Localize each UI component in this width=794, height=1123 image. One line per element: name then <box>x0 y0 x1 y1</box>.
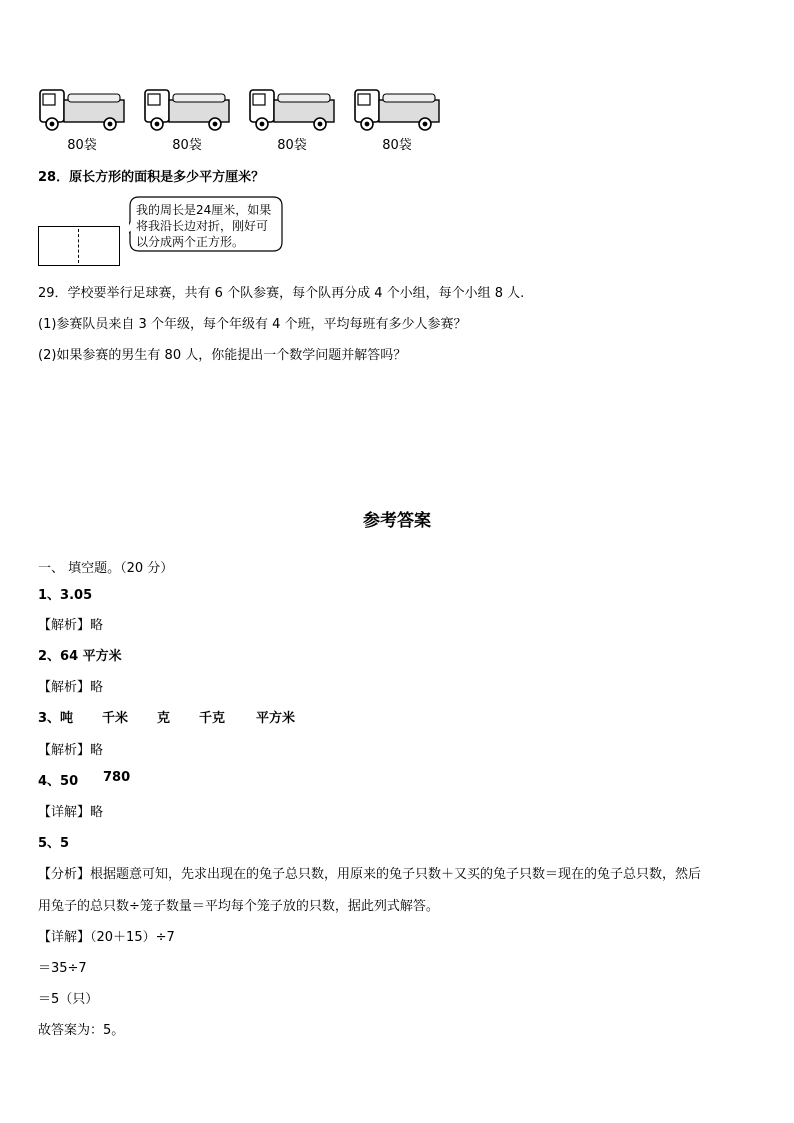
question-29-part-2: (2)如果参赛的男生有 80 人，你能提出一个数学问题并解答吗？ <box>38 348 407 363</box>
answer-5: 5、5 <box>38 836 70 851</box>
answer-2: 2、64 平方米 <box>38 649 122 664</box>
truck-image <box>143 86 233 132</box>
answer-3-item: 3、吨 <box>38 711 74 726</box>
answer-5-analysis-line-1: 【分析】根据题意可知，先求出现在的兔子总只数，用原来的兔子只数＋又买的兔子只数＝现在的兔子总只数，然后 <box>38 867 702 882</box>
answers-title: 参考答案 <box>363 511 431 531</box>
answer-4-item: 780 <box>103 770 131 785</box>
section-heading: 一、 填空题。（20 分） <box>38 561 174 576</box>
answer-3-note: 【解析】略 <box>38 743 104 758</box>
truck-label: 80袋 <box>382 138 412 153</box>
truck-image <box>38 86 128 132</box>
answer-1-note: 【解析】略 <box>38 618 104 633</box>
answer-5-final: 故答案为：5。 <box>38 1023 125 1038</box>
truck-image <box>353 86 443 132</box>
answer-3-item: 千米 <box>102 711 129 726</box>
answer-5-detail-line-2: ＝35÷7 <box>38 961 87 976</box>
fold-line <box>78 229 79 263</box>
answer-5-detail-line-3: ＝5（只） <box>38 992 99 1007</box>
answer-2-note: 【解析】略 <box>38 680 104 695</box>
question-29-part-1: (1)参赛队员来自 3 个年级，每个年级有 4 个班，平均每班有多少人参赛？ <box>38 317 467 332</box>
answer-3-item: 克 <box>157 711 171 726</box>
answer-1: 1、3.05 <box>38 588 93 603</box>
question-28: 28．原长方形的面积是多少平方厘米？ <box>38 170 265 185</box>
answer-3-item: 千克 <box>199 711 226 726</box>
truck-label: 80袋 <box>277 138 307 153</box>
answer-4-item: 4、50 <box>38 774 79 789</box>
question-29: 29．学校要举行足球赛，共有 6 个队参赛，每个队再分成 4 个小组，每个小组 8 人. <box>38 286 525 301</box>
answer-5-analysis-line-2: 用兔子的总只数÷笼子数量＝平均每个笼子放的只数，据此列式解答。 <box>38 899 439 914</box>
answer-5-detail-line-1: 【详解】（20＋15）÷7 <box>38 930 175 945</box>
truck-label: 80袋 <box>67 138 97 153</box>
truck-label: 80袋 <box>172 138 202 153</box>
rectangle-figure <box>38 226 120 266</box>
truck-image <box>248 86 338 132</box>
answer-4-note: 【详解】略 <box>38 805 104 820</box>
speech-bubble-text: 我的周长是24厘米，如果将我沿长边对折，刚好可以分成两个正方形。 <box>136 203 272 249</box>
answer-3-item: 平方米 <box>256 711 296 726</box>
